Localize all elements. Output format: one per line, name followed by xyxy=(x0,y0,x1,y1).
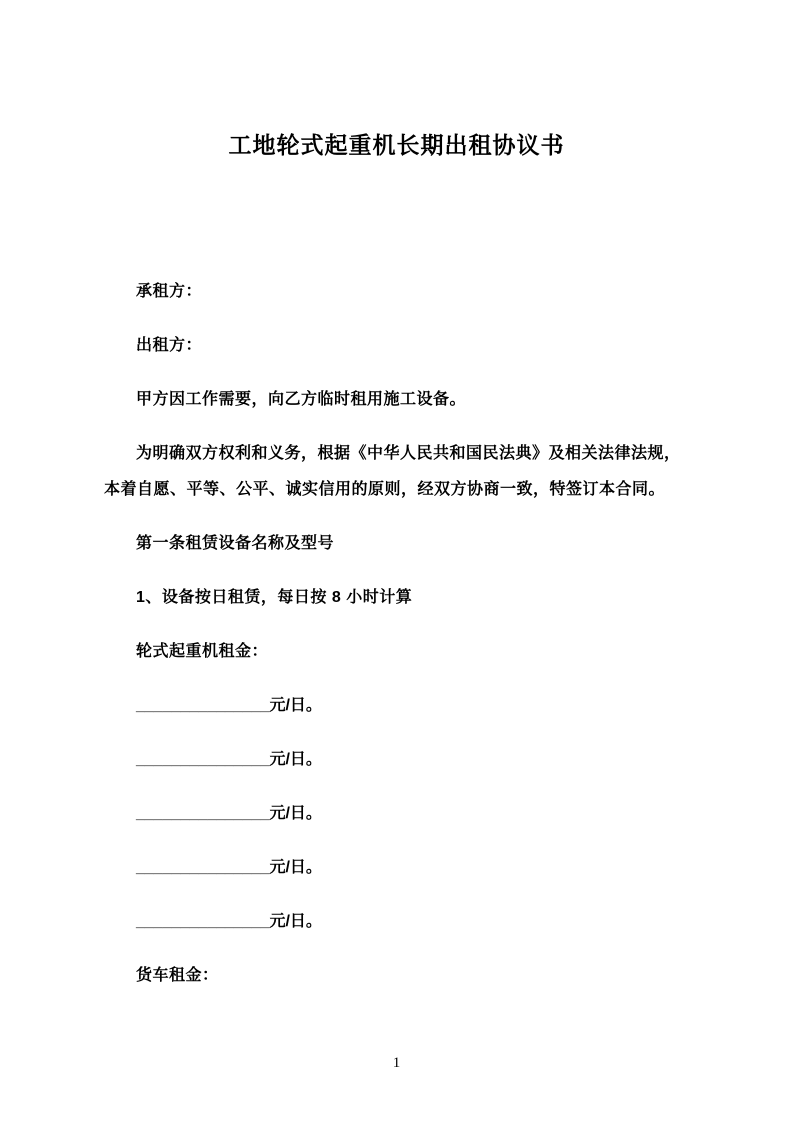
paragraph-lessee: 承租方： xyxy=(136,283,203,300)
blank-rate-line: _______________元/日。 xyxy=(136,697,322,714)
paragraph-article-1-heading: 第一条租赁设备名称及型号 xyxy=(136,535,335,552)
paragraph-clause-1: 1、设备按日租赁，每日按 8 小时计算 xyxy=(136,589,413,606)
blank-rate-line: _______________元/日。 xyxy=(136,859,322,876)
page-number: 1 xyxy=(392,1055,401,1071)
blank-rate-line: _______________元/日。 xyxy=(136,805,322,822)
paragraph-purpose: 甲方因工作需要，向乙方临时租用施工设备。 xyxy=(136,391,467,408)
paragraph-preamble: 为明确双方权利和义务，根据《中华人民共和国民法典》及相关法律法规，本着自愿、平等、公平、诚实信用的原则，经双方协商一致，特签订本合同。 xyxy=(104,445,681,498)
document-title: 工地轮式起重机长期出租协议书 xyxy=(228,132,565,158)
blank-rate-line: _______________元/日。 xyxy=(136,913,322,930)
paragraph-crane-rent-label: 轮式起重机租金： xyxy=(136,643,269,660)
paragraph-lessor: 出租方： xyxy=(136,337,203,354)
paragraph-truck-rent-label: 货车租金： xyxy=(136,967,219,984)
blank-rate-line: _______________元/日。 xyxy=(136,751,322,768)
